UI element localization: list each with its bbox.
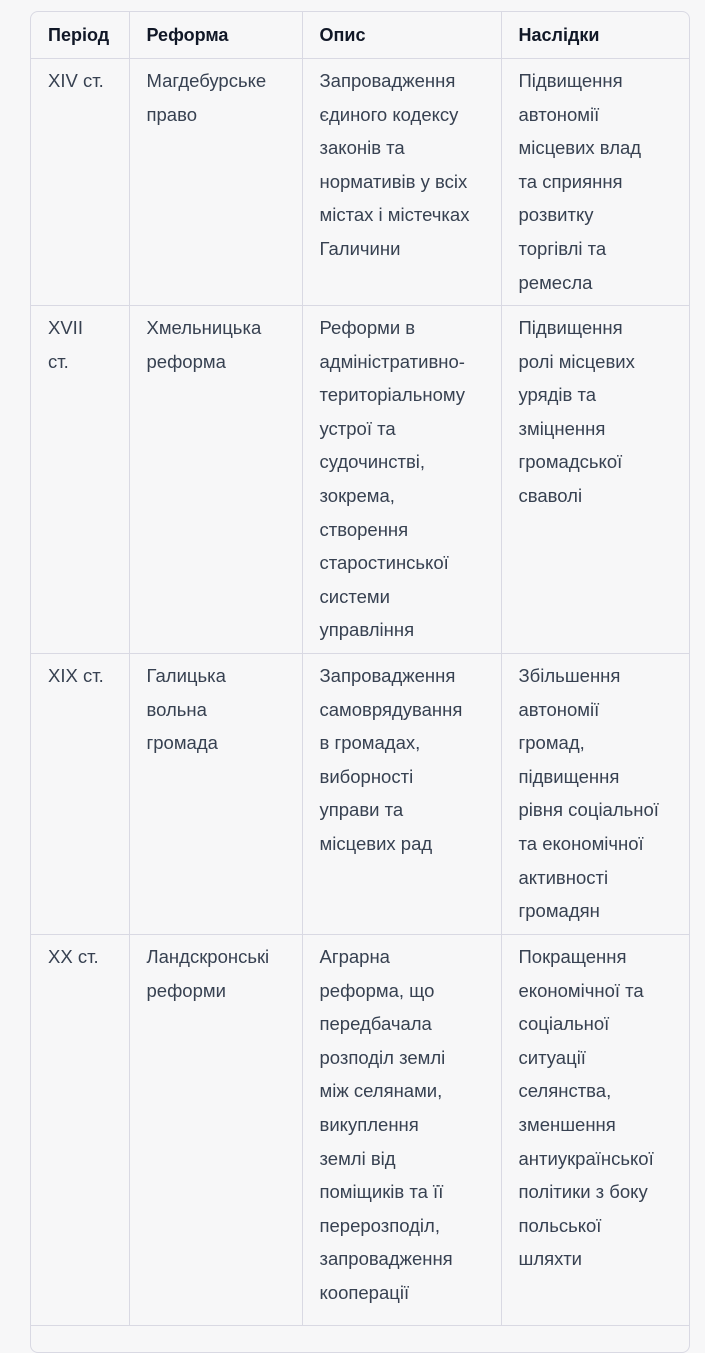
reforms-table bbox=[31, 12, 690, 1326]
table-row bbox=[31, 935, 690, 1326]
cell-description: Запровадження єдиного кодексу законів та нормативів у всіх містах і містечках Галичини bbox=[302, 59, 501, 306]
cell-period: XX ст. bbox=[31, 935, 129, 1326]
cell-reform: Ландскронські реформи bbox=[129, 935, 302, 1326]
table-row bbox=[31, 59, 690, 306]
cell-description: Реформи в адміністративно- територіальному устрої та судочинстві, зокрема, створення старостинської системи управління bbox=[302, 306, 501, 654]
table-header-row bbox=[31, 12, 690, 59]
cell-consequences: Покращення економічної та соціальної ситуації селянства, зменшення антиукраїнської політики з боку польської шляхти bbox=[501, 935, 690, 1326]
cell-reform: Галицька вольна громада bbox=[129, 654, 302, 935]
cell-reform: Магдебурське право bbox=[129, 59, 302, 306]
header-consequences: Наслідки bbox=[501, 12, 690, 59]
cell-consequences: Збільшення автономії громад, підвищення рівня соціальної та економічної активності громадян bbox=[501, 654, 690, 935]
cell-description: Аграрна реформа, що передбачала розподіл землі між селянами, викуплення землі від поміщиків та її перерозподіл, запровадження кооперації bbox=[302, 935, 501, 1326]
table-row bbox=[31, 306, 690, 654]
cell-period: XIV ст. bbox=[31, 59, 129, 306]
header-description: Опис bbox=[302, 12, 501, 59]
cell-consequences: Підвищення ролі місцевих урядів та зміцнення громадської сваволі bbox=[501, 306, 690, 654]
table-row bbox=[31, 654, 690, 935]
cell-consequences: Підвищення автономії місцевих влад та сприяння розвитку торгівлі та ремесла bbox=[501, 59, 690, 306]
header-period: Період bbox=[31, 12, 129, 59]
cell-period: XVII ст. bbox=[31, 306, 129, 654]
reforms-table-container bbox=[30, 11, 690, 1353]
header-reform: Реформа bbox=[129, 12, 302, 59]
cell-period: XIX ст. bbox=[31, 654, 129, 935]
cell-reform: Хмельницька реформа bbox=[129, 306, 302, 654]
cell-description: Запровадження самоврядування в громадах, виборності управи та місцевих рад bbox=[302, 654, 501, 935]
